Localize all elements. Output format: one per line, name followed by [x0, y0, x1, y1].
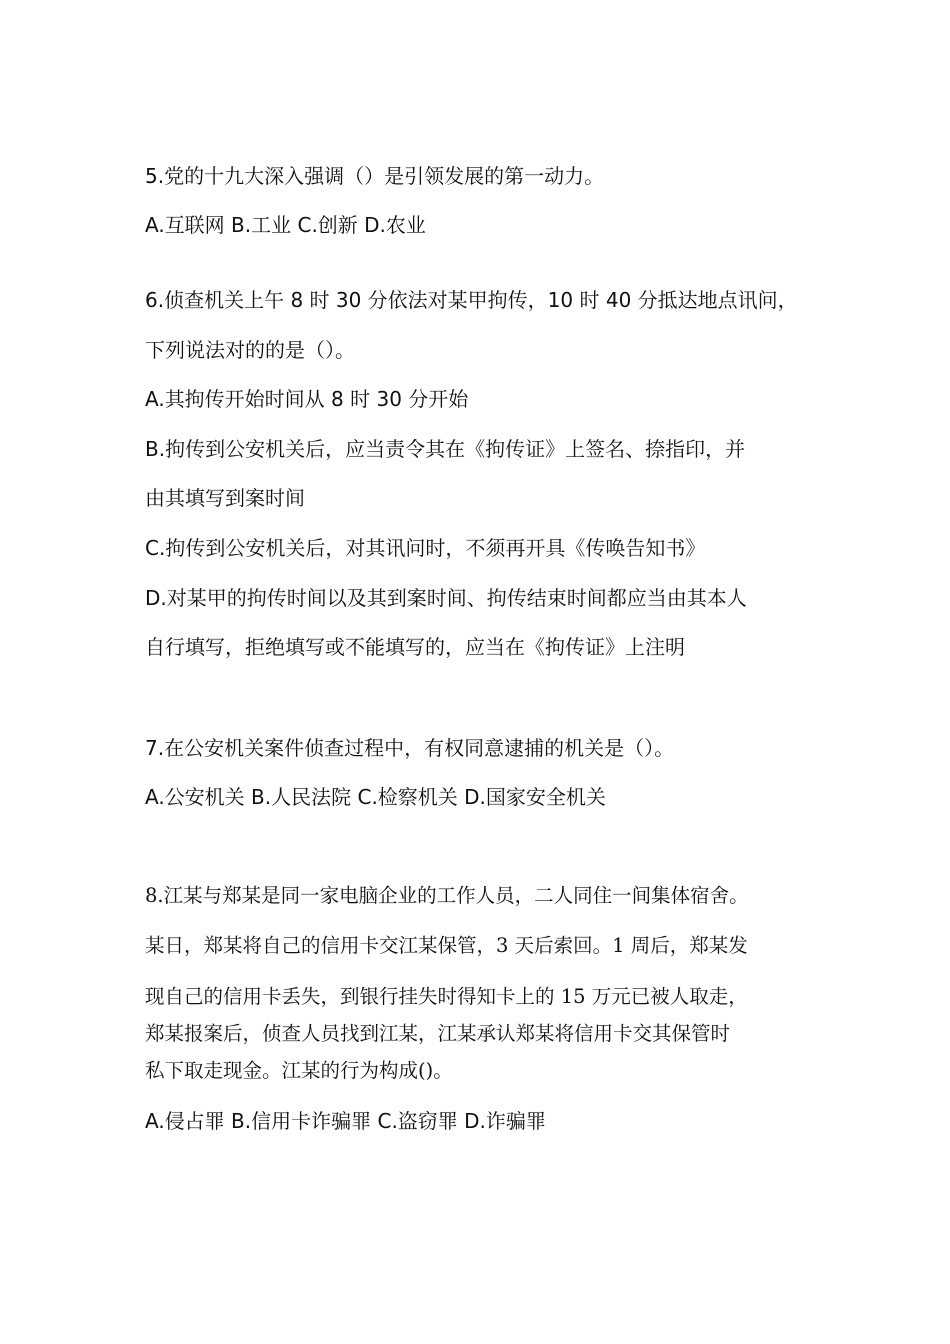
question-6-option-d-line-2: 自行填写，拒绝填写或不能填写的，应当在《拘传证》上注明 [145, 635, 685, 659]
question-8-stem-line-2: 某日，郑某将自己的信用卡交江某保管，3 天后索回。1 周后，郑某发 [145, 934, 748, 957]
question-6-option-a: A.其拘传开始时间从 8 时 30 分开始 [145, 387, 469, 411]
question-6-stem-line-2: 下列说法对的的是（）。 [145, 338, 355, 362]
question-7-options: A.公安机关 B.人民法院 C.检察机关 D.国家安全机关 [145, 785, 606, 809]
question-7-stem: 7.在公安机关案件侦查过程中，有权同意逮捕的机关是（）。 [145, 736, 675, 760]
question-5-stem: 5.党的十九大深入强调（）是引领发展的第一动力。 [145, 164, 605, 188]
question-6-option-c: C.拘传到公安机关后，对其讯问时，不须再开具《传唤告知书》 [145, 536, 706, 560]
question-6-option-b-line-2: 由其填写到案时间 [145, 486, 305, 510]
question-6-stem-line-1: 6.侦查机关上午 8 时 30 分依法对某甲拘传，10 时 40 分抵达地点讯问， [145, 288, 798, 312]
question-5-options: A.互联网 B.工业 C.创新 D.农业 [145, 213, 426, 237]
question-8-stem-line-4: 郑某报案后，侦查人员找到江某，江某承认郑某将信用卡交其保管时 [145, 1022, 731, 1045]
question-8-options: A.侵占罪 B.信用卡诈骗罪 C.盗窃罪 D.诈骗罪 [145, 1109, 546, 1133]
question-6-option-d-line-1: D.对某甲的拘传时间以及其到案时间、拘传结束时间都应当由其本人 [145, 586, 747, 610]
question-8-stem-line-5: 私下取走现金。江某的行为构成()。 [145, 1059, 453, 1082]
question-6-option-b-line-1: B.拘传到公安机关后，应当责令其在《拘传证》上签名、捺指印，并 [145, 437, 746, 461]
question-8-stem-line-1: 8.江某与郑某是同一家电脑企业的工作人员，二人同住一间集体宿舍。 [145, 884, 749, 907]
question-8-stem-line-3: 现自己的信用卡丢失，到银行挂失时得知卡上的 15 万元已被人取走， [145, 985, 748, 1008]
